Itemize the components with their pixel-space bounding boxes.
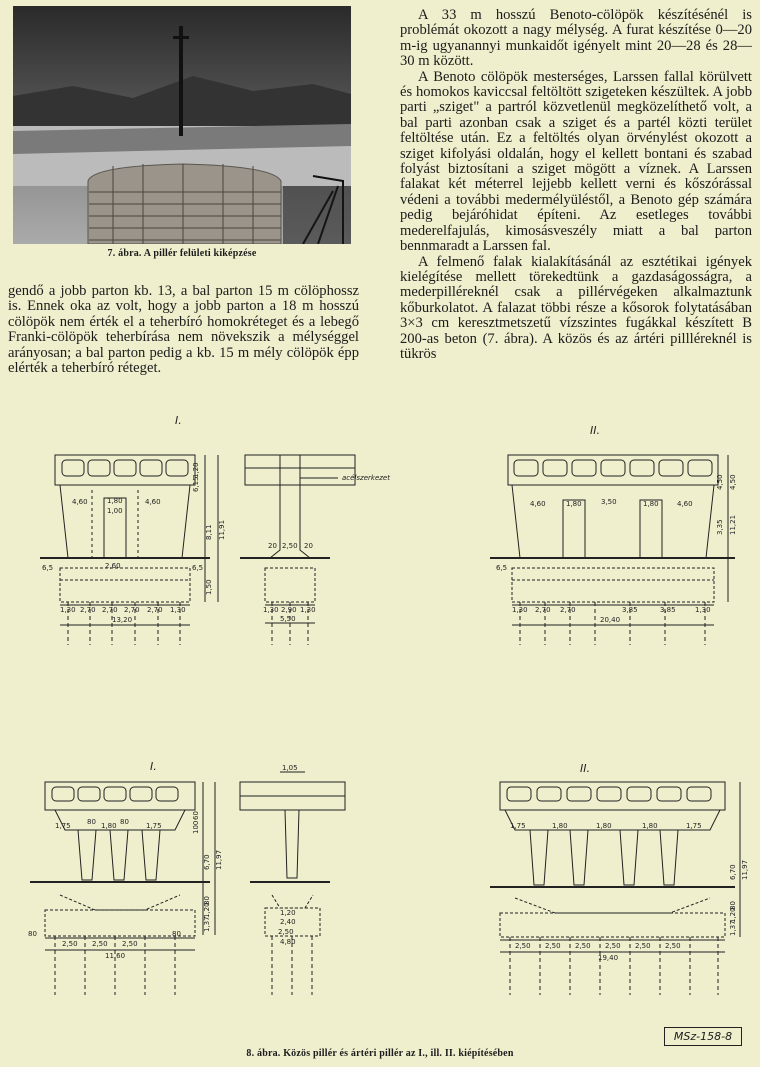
dim-label: 1,30 bbox=[263, 606, 279, 614]
dim-label: 4,60 bbox=[677, 500, 693, 508]
dim-label: 80 bbox=[172, 930, 181, 938]
dim-label: 1,75 bbox=[146, 822, 162, 830]
dim-label: 3,85 bbox=[660, 606, 676, 614]
dim-label: 60 bbox=[192, 811, 200, 820]
dim-label: 2,70 bbox=[535, 606, 551, 614]
dim-label: 2,50 bbox=[62, 940, 78, 948]
dim-label: 6,70 bbox=[203, 854, 211, 870]
dim-label: 6,5 bbox=[496, 564, 508, 572]
dim-label: 80 bbox=[203, 896, 211, 905]
dim-label: 2,50 bbox=[665, 942, 681, 950]
dim-label: 1,80 bbox=[107, 497, 123, 505]
dim-label: 2,90 bbox=[281, 606, 297, 614]
dim-label: 19,40 bbox=[598, 954, 619, 962]
drawing-top-right bbox=[490, 424, 737, 645]
dim-label: 11,91 bbox=[218, 519, 226, 540]
dim-label: 1,37 bbox=[729, 920, 737, 936]
dim-label: 11,97 bbox=[741, 859, 749, 880]
dim-label: 1,20 bbox=[729, 907, 737, 923]
dim-label: 1,20 bbox=[280, 909, 296, 917]
drawing-code: MSz-158-8 bbox=[664, 1027, 742, 1046]
dim-label: 1,80 bbox=[642, 822, 658, 830]
dim-label: 2,60 bbox=[105, 562, 121, 570]
dim-label: 2,70 bbox=[560, 606, 576, 614]
drawing-bottom-middle bbox=[240, 764, 345, 995]
dim-label: 3,85 bbox=[622, 606, 638, 614]
figure-caption: 8. ábra. Közös pillér és ártéri pillér az I., ill. II. kiépítésében bbox=[246, 1048, 514, 1059]
dim-label: 1,00 bbox=[107, 507, 123, 515]
dim-label: 1,30 bbox=[170, 606, 186, 614]
dim-label: 1,75 bbox=[55, 822, 71, 830]
label-bottom-left: I. bbox=[150, 760, 157, 773]
dim-label: 1,80 bbox=[566, 500, 582, 508]
dim-label: 2,70 bbox=[124, 606, 140, 614]
dim-label: 1,05 bbox=[282, 764, 298, 772]
dim-label: 11,97 bbox=[215, 849, 223, 870]
drawing-top-middle bbox=[240, 455, 390, 645]
dim-label: 2,70 bbox=[147, 606, 163, 614]
dim-label: 2,50 bbox=[122, 940, 138, 948]
dim-label: 20,40 bbox=[600, 616, 621, 624]
dim-label: 1,30 bbox=[695, 606, 711, 614]
dim-label: 1,37 bbox=[203, 916, 211, 932]
dim-label: 8,11 bbox=[205, 524, 213, 540]
label-bottom-right: II. bbox=[580, 762, 590, 775]
dim-label: 20 bbox=[304, 542, 313, 550]
dim-label: 2,50 bbox=[282, 542, 298, 550]
pier-drawings bbox=[0, 410, 760, 1060]
paragraph: A 33 m hosszú Benoto-cölöpök készítésénél is problémát okozott a nagy mélység. A furat készítése 0—20 m-ig ugyanannyi munkaidőt igényelt mint 20—28 és 28—30 m között. bbox=[400, 7, 752, 70]
dim-label: 6,70 bbox=[729, 864, 737, 880]
dim-label: 2,40 bbox=[280, 918, 296, 926]
dim-label: 20 bbox=[268, 542, 277, 550]
dim-label: 6,5 bbox=[42, 564, 54, 572]
dim-label: 5,50 bbox=[280, 615, 296, 623]
dim-label: 4,60 bbox=[530, 500, 546, 508]
drawing-top-left bbox=[40, 414, 226, 645]
dim-label: 1,80 bbox=[552, 822, 568, 830]
dim-label: 80 bbox=[28, 930, 37, 938]
label-top-left: I. bbox=[175, 414, 182, 427]
dim-label: 1,20 bbox=[192, 462, 200, 478]
dim-label: 2,50 bbox=[278, 928, 294, 936]
dim-label: 1,50 bbox=[205, 579, 213, 595]
dim-label: 1,80 bbox=[101, 822, 117, 830]
label-top-right: II. bbox=[590, 424, 600, 437]
dim-label: 2,50 bbox=[635, 942, 651, 950]
dim-label: 1,30 bbox=[60, 606, 76, 614]
dim-label: 1,20 bbox=[203, 902, 211, 918]
pier-surface-photo bbox=[13, 6, 351, 244]
dim-label: 1,75 bbox=[686, 822, 702, 830]
dim-label: 1,30 bbox=[512, 606, 528, 614]
dim-label: 11,60 bbox=[105, 952, 126, 960]
dim-label: 2,50 bbox=[92, 940, 108, 948]
drawing-bottom-left bbox=[28, 760, 223, 995]
dim-label: 1,80 bbox=[643, 500, 659, 508]
dim-label: 6,5 bbox=[192, 564, 204, 572]
dim-label: 1,75 bbox=[510, 822, 526, 830]
dim-label: 6,15 bbox=[192, 476, 200, 492]
dim-label: 4,80 bbox=[280, 938, 296, 946]
dim-label: 4,60 bbox=[145, 498, 161, 506]
dim-label: 2,50 bbox=[575, 942, 591, 950]
paragraph: A Benoto cölöpök mesterséges, Larssen fallal körülvett és homokos kaviccsal feltöltött szigeteken készültek. A jobb parti „sziget" a partról közvetlenül megközelíthető volt, a bal parti azonban csak a sziget és a partél közti terület feltöltése után. Ez a feltöltés olyan örvénylést okozott a sziget kifolyási oldalán, hogy el kellett bontani és szabad folyást biztosítani a sziget mögött a víznek. A Larssen falakat két méterrel lejjebb kellett verni és kőszórással védeni a további medermélyüléstől, a Benoto gép számára pedig bejáróhidat építeni. Az esetleges további mederelfajulás, kimosásveszély miatt a bal parton bennmaradt a Larssen fal. bbox=[400, 68, 752, 255]
dim-label: 100 bbox=[192, 820, 200, 834]
paragraph: A felmenő falak kialakításánál az esztétikai igények kielégítése mellett törekedtünk a gazdaságosságra, a mederpilléreknél csak a pillérvégeken alkalmaztunk kőburkolatot. A falazat többi része a kősorok folytatásában 3×3 cm keresztmetszetű vízszintes fugákkal készített B 200-as beton (7. ábra). A közös és az ártéri pillléreknél is tükrös bbox=[400, 253, 752, 362]
dim-label: 1,80 bbox=[596, 822, 612, 830]
dim-label: 2,50 bbox=[515, 942, 531, 950]
dim-label: 2,70 bbox=[80, 606, 96, 614]
dim-label: 4,60 bbox=[72, 498, 88, 506]
dim-label: 13,20 bbox=[112, 616, 133, 624]
dim-label: 2,70 bbox=[102, 606, 118, 614]
steel-structure-annotation: acélszerkezet bbox=[342, 474, 390, 482]
photo-caption: 7. ábra. A pillér felületi kiképzése bbox=[107, 248, 257, 259]
dim-label: 3,35 bbox=[716, 519, 724, 535]
dim-label: 2,50 bbox=[545, 942, 561, 950]
dim-label: 4,50 bbox=[729, 474, 737, 490]
dim-label: 11,21 bbox=[729, 514, 737, 535]
right-text-column bbox=[400, 8, 752, 362]
dim-label: 3,50 bbox=[601, 498, 617, 506]
dim-label: 2,50 bbox=[605, 942, 621, 950]
dim-label: 4,50 bbox=[716, 474, 724, 490]
dim-label: 80 bbox=[87, 818, 96, 826]
dim-label: 80 bbox=[729, 901, 737, 910]
left-text-column bbox=[8, 284, 359, 376]
drawing-bottom-right bbox=[490, 762, 749, 995]
paragraph: gendő a jobb parton kb. 13, a bal parton 15 m cölöphossz is. Ennek oka az volt, hogy a jobb parton a 18 m hosszú cölöpök nem érték el a teherbíró homokréteget és a lebegő Franki-cölöpök teherbírása nem növekszik a mélységgel arányosan; a bal parton pedig a kb. 15 m mély cölöpök épp elérték a teherbíró réteget. bbox=[8, 283, 359, 377]
dim-label: 80 bbox=[120, 818, 129, 826]
dim-label: 1,30 bbox=[300, 606, 316, 614]
